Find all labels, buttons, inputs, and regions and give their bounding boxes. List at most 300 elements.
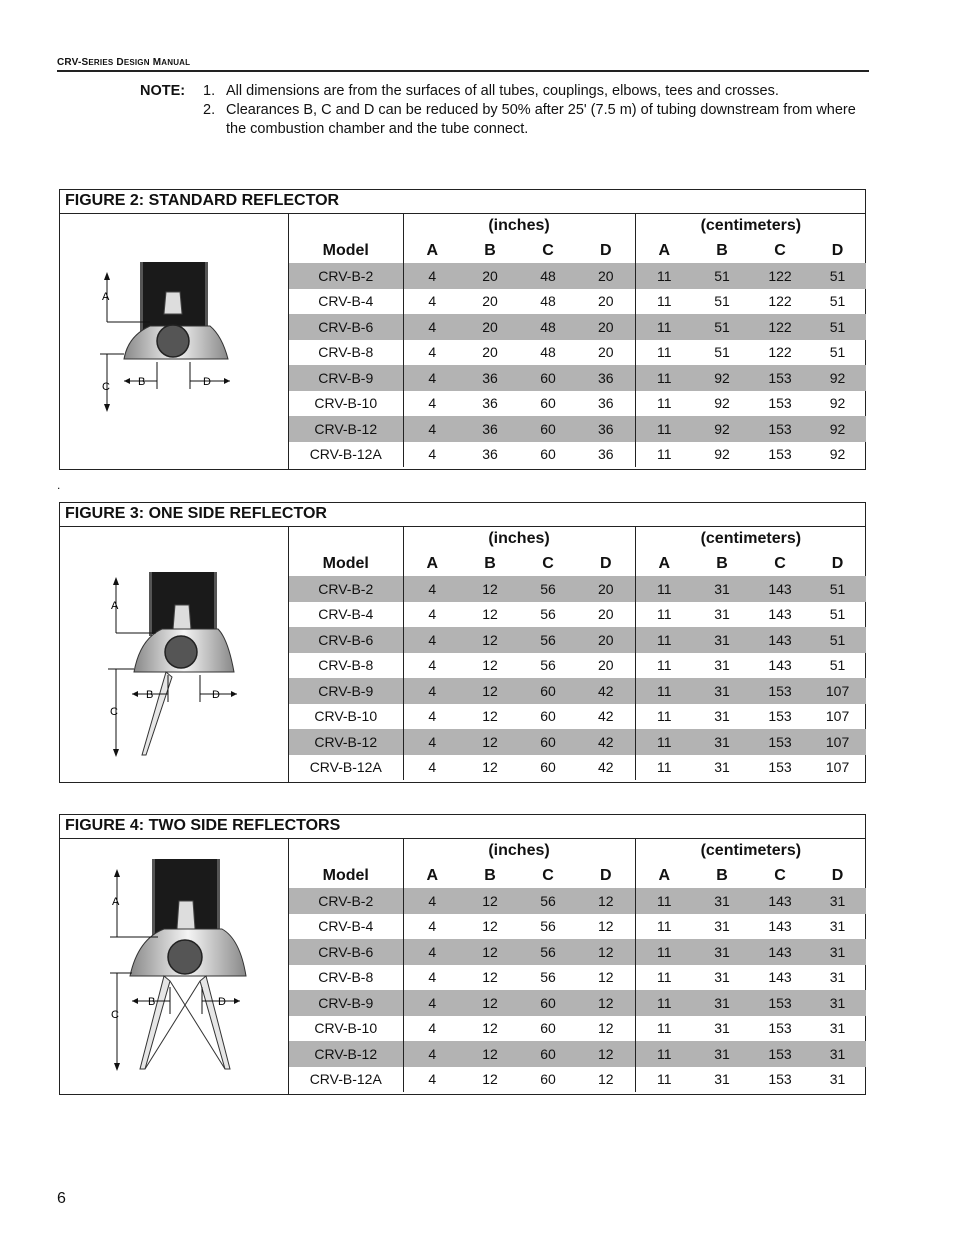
- table-row: [289, 365, 866, 391]
- value-cell-cm-0: 11: [635, 939, 693, 965]
- table-row: [289, 939, 866, 965]
- value-cell-in-0: 4: [403, 1041, 461, 1067]
- value-cell-cm-3: 107: [825, 708, 850, 725]
- value-cell-in-1: 12: [461, 939, 519, 965]
- value-cell-cm-3: 51: [829, 344, 846, 361]
- value-cell-cm-2: 153: [751, 990, 809, 1016]
- col-c-in: C: [542, 866, 554, 884]
- value-cell-in-2: 60: [540, 1020, 556, 1037]
- value-cell-cm-3: 51: [829, 293, 846, 310]
- two-side-reflectors-drawing: [60, 839, 288, 1094]
- dimensions-table: [289, 527, 866, 780]
- table-row: [289, 888, 866, 914]
- centimeters-header: (centimeters): [700, 217, 802, 234]
- table-row: [289, 391, 866, 417]
- value-cell-cm-2: 153: [751, 729, 809, 755]
- value-cell-cm-1: 31: [714, 918, 730, 935]
- value-cell-in-1: 12: [482, 1020, 498, 1037]
- value-cell-in-2: 48: [519, 314, 577, 340]
- model-cell: CRV-B-4: [289, 289, 403, 315]
- value-cell-cm-2: 153: [768, 759, 792, 776]
- value-cell-cm-1: 31: [714, 606, 730, 623]
- note-list: [203, 82, 863, 139]
- value-cell-cm-3: 51: [809, 627, 866, 653]
- dimension-d-label: D: [212, 689, 220, 701]
- table-row: [289, 755, 866, 781]
- table-row: [289, 1041, 866, 1067]
- value-cell-cm-0: 11: [635, 678, 693, 704]
- value-cell-in-1: 12: [461, 729, 519, 755]
- col-d-in: D: [577, 551, 635, 576]
- value-cell-in-0: 4: [428, 1071, 437, 1088]
- value-cell-in-2: 56: [519, 939, 577, 965]
- value-cell-in-3: 36: [577, 365, 635, 391]
- value-cell-cm-1: 31: [693, 627, 751, 653]
- col-c-cm: C: [774, 554, 786, 572]
- value-cell-in-0: 4: [403, 263, 461, 289]
- value-cell-in-0: 4: [428, 606, 437, 623]
- value-cell-in-2: 60: [519, 416, 577, 442]
- value-cell-cm-3: 92: [809, 365, 866, 391]
- col-a-cm: A: [658, 241, 671, 259]
- value-cell-cm-0: 11: [635, 314, 693, 340]
- figure-title: FIGURE 4: TWO SIDE REFLECTORS: [60, 815, 865, 839]
- value-cell-in-2: 56: [519, 627, 577, 653]
- model-header: Model: [289, 238, 403, 263]
- value-cell-cm-1: 92: [714, 395, 730, 412]
- value-cell-cm-1: 51: [714, 293, 730, 310]
- value-cell-cm-2: 153: [768, 1071, 792, 1088]
- value-cell-in-1: 12: [461, 627, 519, 653]
- value-cell-cm-2: 153: [768, 395, 792, 412]
- value-cell-cm-2: 143: [768, 657, 792, 674]
- value-cell-in-3: 42: [577, 678, 635, 704]
- value-cell-in-0: 4: [428, 657, 437, 674]
- value-cell-cm-0: 11: [635, 627, 693, 653]
- model-cell: CRV-B-10: [289, 1016, 403, 1042]
- model-header: Model: [289, 863, 403, 888]
- running-header: [57, 52, 869, 72]
- value-cell-cm-3: 31: [809, 888, 866, 914]
- value-cell-in-0: 4: [403, 729, 461, 755]
- value-cell-cm-1: 31: [714, 759, 730, 776]
- value-cell-in-1: 12: [461, 1041, 519, 1067]
- value-cell-in-3: 20: [577, 289, 635, 315]
- model-cell: CRV-B-2: [289, 576, 403, 602]
- value-cell-in-1: 36: [461, 416, 519, 442]
- value-cell-cm-3: 92: [809, 416, 866, 442]
- header-end-small: ANUAL: [161, 58, 191, 67]
- value-cell-in-0: 4: [403, 678, 461, 704]
- value-cell-cm-3: 31: [829, 1020, 846, 1037]
- table-row: [289, 1016, 866, 1042]
- value-cell-in-0: 4: [428, 708, 437, 725]
- value-cell-cm-1: 31: [714, 1071, 730, 1088]
- value-cell-in-0: 4: [428, 395, 437, 412]
- value-cell-in-2: 60: [540, 708, 556, 725]
- value-cell-cm-2: 153: [751, 1041, 809, 1067]
- col-d-cm: D: [831, 554, 844, 572]
- figure-title: FIGURE 3: ONE SIDE REFLECTOR: [60, 503, 865, 527]
- value-cell-in-0: 4: [403, 365, 461, 391]
- value-cell-in-2: 56: [540, 918, 556, 935]
- value-cell-in-0: 4: [428, 759, 437, 776]
- table-row: [289, 653, 866, 679]
- dimension-d-label: D: [203, 376, 211, 388]
- value-cell-in-1: 20: [461, 314, 519, 340]
- table-row: [289, 263, 866, 289]
- value-cell-cm-2: 153: [768, 708, 792, 725]
- table-row: [289, 914, 866, 940]
- model-cell: CRV-B-2: [289, 888, 403, 914]
- value-cell-cm-1: 31: [714, 969, 730, 986]
- dimension-a-label: A: [111, 600, 119, 612]
- value-cell-in-3: 12: [577, 888, 635, 914]
- value-cell-cm-3: 31: [809, 1041, 866, 1067]
- dimension-a-label: A: [112, 896, 120, 908]
- table-body: [289, 576, 866, 780]
- value-cell-cm-2: 122: [751, 314, 809, 340]
- standard-reflector-drawing: [60, 214, 288, 469]
- model-header-spacer: [289, 839, 403, 863]
- value-cell-cm-1: 51: [693, 263, 751, 289]
- value-cell-in-2: 56: [519, 576, 577, 602]
- value-cell-cm-3: 107: [809, 678, 866, 704]
- value-cell-in-2: 60: [540, 395, 556, 412]
- value-cell-cm-3: 31: [829, 969, 846, 986]
- model-cell: CRV-B-12A: [289, 755, 403, 781]
- figure-title: FIGURE 2: STANDARD REFLECTOR: [60, 190, 865, 214]
- value-cell-in-3: 12: [577, 939, 635, 965]
- one-side-reflector-diagram: [60, 527, 289, 782]
- value-cell-cm-1: 92: [714, 446, 730, 463]
- note-item-number: 2.: [203, 102, 216, 118]
- value-cell-in-3: 12: [577, 965, 635, 991]
- col-a-cm: A: [658, 554, 671, 572]
- value-cell-cm-3: 51: [809, 263, 866, 289]
- col-b-cm: B: [716, 241, 728, 259]
- col-d-cm: D: [831, 241, 844, 259]
- value-cell-in-2: 48: [540, 293, 556, 310]
- value-cell-in-1: 36: [482, 446, 498, 463]
- model-cell: CRV-B-9: [289, 365, 403, 391]
- header-end: M: [149, 57, 162, 68]
- value-cell-in-2: 48: [519, 263, 577, 289]
- value-cell-in-3: 36: [577, 416, 635, 442]
- header-mid-small: ESIGN: [123, 58, 150, 67]
- model-cell: CRV-B-8: [289, 340, 403, 366]
- header-prefix-small: ERIES: [88, 58, 114, 67]
- note-label: NOTE:: [140, 83, 186, 99]
- value-cell-in-3: 42: [577, 755, 635, 781]
- value-cell-cm-0: 11: [657, 759, 672, 776]
- col-b-in: B: [484, 241, 496, 259]
- value-cell-cm-2: 153: [751, 416, 809, 442]
- value-cell-cm-3: 31: [809, 939, 866, 965]
- model-cell: CRV-B-6: [289, 314, 403, 340]
- table-row: [289, 678, 866, 704]
- dimension-b-label: B: [138, 376, 146, 388]
- value-cell-in-0: 4: [428, 918, 437, 935]
- inches-header: (inches): [403, 527, 635, 551]
- note-item: [203, 82, 863, 101]
- value-cell-in-0: 4: [403, 627, 461, 653]
- model-header-spacer: [289, 214, 403, 238]
- col-c-in: C: [542, 241, 554, 259]
- dimension-c-label: C: [102, 381, 110, 393]
- value-cell-in-0: 4: [403, 416, 461, 442]
- value-cell-cm-0: 11: [635, 263, 693, 289]
- model-cell: CRV-B-6: [289, 627, 403, 653]
- value-cell-in-1: 20: [482, 293, 498, 310]
- value-cell-in-3: 20: [577, 653, 635, 679]
- value-cell-in-1: 12: [482, 708, 498, 725]
- value-cell-in-1: 36: [482, 395, 498, 412]
- value-cell-cm-2: 143: [751, 576, 809, 602]
- value-cell-in-3: 12: [577, 914, 635, 940]
- value-cell-cm-1: 31: [714, 657, 730, 674]
- value-cell-in-2: 56: [540, 657, 556, 674]
- value-cell-cm-3: 92: [829, 446, 846, 463]
- value-cell-in-0: 4: [403, 576, 461, 602]
- value-cell-in-1: 12: [482, 759, 498, 776]
- value-cell-cm-0: 11: [657, 918, 672, 935]
- value-cell-cm-0: 11: [657, 1071, 672, 1088]
- model-cell: CRV-B-12A: [289, 442, 403, 468]
- value-cell-cm-2: 122: [768, 344, 792, 361]
- value-cell-in-2: 60: [519, 365, 577, 391]
- value-cell-in-0: 4: [428, 293, 437, 310]
- table-row: [289, 990, 866, 1016]
- value-cell-cm-0: 11: [635, 1041, 693, 1067]
- dimension-b-label: B: [146, 689, 154, 701]
- col-d-cm: D: [831, 866, 844, 884]
- value-cell-cm-3: 51: [829, 657, 846, 674]
- value-cell-cm-0: 11: [657, 395, 672, 412]
- figure-two-side-reflectors: [59, 814, 866, 1095]
- value-cell-cm-1: 92: [693, 416, 751, 442]
- col-b-in: B: [484, 866, 496, 884]
- dimension-c-label: C: [111, 1009, 119, 1021]
- value-cell-in-0: 4: [403, 888, 461, 914]
- value-cell-in-3: 20: [577, 340, 635, 366]
- figure-standard-reflector: [59, 189, 866, 470]
- value-cell-in-3: 12: [577, 1067, 635, 1093]
- value-cell-cm-1: 31: [693, 729, 751, 755]
- dimension-a-label: A: [102, 291, 110, 303]
- one-side-reflector-drawing: [60, 527, 288, 782]
- value-cell-in-1: 36: [461, 365, 519, 391]
- value-cell-cm-2: 143: [768, 969, 792, 986]
- value-cell-in-3: 12: [577, 1041, 635, 1067]
- value-cell-in-3: 12: [577, 1016, 635, 1042]
- value-cell-cm-3: 31: [809, 990, 866, 1016]
- value-cell-cm-2: 153: [768, 446, 792, 463]
- value-cell-in-2: 48: [540, 344, 556, 361]
- value-cell-cm-0: 11: [635, 576, 693, 602]
- model-cell: CRV-B-10: [289, 391, 403, 417]
- model-cell: CRV-B-12: [289, 729, 403, 755]
- model-cell: CRV-B-9: [289, 990, 403, 1016]
- value-cell-in-1: 12: [482, 606, 498, 623]
- value-cell-cm-1: 31: [693, 888, 751, 914]
- table-row: [289, 314, 866, 340]
- model-header-spacer: [289, 527, 403, 551]
- value-cell-in-3: 42: [577, 729, 635, 755]
- value-cell-cm-2: 153: [751, 365, 809, 391]
- value-cell-cm-0: 11: [657, 606, 672, 623]
- model-header: Model: [289, 551, 403, 576]
- col-c-in: C: [542, 554, 554, 572]
- value-cell-in-0: 4: [403, 939, 461, 965]
- model-cell: CRV-B-6: [289, 939, 403, 965]
- value-cell-in-0: 4: [403, 314, 461, 340]
- model-cell: CRV-B-8: [289, 653, 403, 679]
- value-cell-cm-2: 143: [751, 888, 809, 914]
- model-cell: CRV-B-8: [289, 965, 403, 991]
- col-a-in: A: [426, 866, 439, 884]
- value-cell-in-1: 20: [482, 344, 498, 361]
- value-cell-in-0: 4: [403, 990, 461, 1016]
- value-cell-in-0: 4: [428, 1020, 437, 1037]
- col-a-in: A: [426, 241, 439, 259]
- two-side-reflectors-diagram: [60, 839, 289, 1094]
- value-cell-in-2: 60: [540, 446, 556, 463]
- inches-header: (inches): [403, 839, 635, 863]
- value-cell-cm-1: 51: [693, 314, 751, 340]
- value-cell-in-1: 12: [482, 969, 498, 986]
- dimensions-table: [289, 839, 866, 1092]
- model-cell: CRV-B-2: [289, 263, 403, 289]
- value-cell-in-2: 60: [519, 729, 577, 755]
- value-cell-in-3: 12: [577, 990, 635, 1016]
- col-a-in: A: [426, 554, 439, 572]
- value-cell-cm-0: 11: [657, 657, 672, 674]
- table-row: [289, 602, 866, 628]
- value-cell-cm-0: 11: [635, 888, 693, 914]
- table-row: [289, 289, 866, 315]
- value-cell-cm-3: 51: [809, 314, 866, 340]
- header-mid: D: [113, 57, 124, 68]
- value-cell-cm-2: 153: [751, 678, 809, 704]
- model-cell: CRV-B-4: [289, 602, 403, 628]
- centimeters-header: (centimeters): [700, 842, 802, 859]
- value-cell-cm-1: 31: [714, 1020, 730, 1037]
- value-cell-cm-1: 31: [693, 990, 751, 1016]
- dimension-b-label: B: [148, 996, 156, 1008]
- value-cell-in-2: 60: [519, 990, 577, 1016]
- model-cell: CRV-B-10: [289, 704, 403, 730]
- value-cell-cm-0: 11: [657, 293, 672, 310]
- value-cell-cm-3: 51: [809, 576, 866, 602]
- value-cell-cm-2: 122: [768, 293, 792, 310]
- value-cell-in-1: 12: [461, 888, 519, 914]
- value-cell-cm-2: 143: [768, 918, 792, 935]
- value-cell-cm-1: 31: [714, 708, 730, 725]
- value-cell-cm-2: 122: [751, 263, 809, 289]
- value-cell-cm-1: 92: [693, 365, 751, 391]
- centimeters-header: (centimeters): [700, 530, 802, 547]
- value-cell-cm-2: 143: [751, 627, 809, 653]
- value-cell-cm-2: 143: [768, 606, 792, 623]
- value-cell-in-1: 12: [482, 657, 498, 674]
- table-row: [289, 704, 866, 730]
- value-cell-in-1: 12: [461, 576, 519, 602]
- value-cell-in-2: 60: [540, 759, 556, 776]
- value-cell-cm-1: 31: [693, 576, 751, 602]
- standard-reflector-diagram: [60, 214, 289, 469]
- col-c-cm: C: [774, 241, 786, 259]
- table-row: [289, 1067, 866, 1093]
- header-prefix: CRV-S: [57, 57, 89, 68]
- value-cell-in-3: 20: [577, 314, 635, 340]
- value-cell-in-1: 12: [461, 990, 519, 1016]
- value-cell-cm-3: 92: [829, 395, 846, 412]
- table-row: [289, 416, 866, 442]
- value-cell-in-2: 60: [540, 1071, 556, 1088]
- value-cell-cm-1: 31: [693, 939, 751, 965]
- table-row: [289, 442, 866, 468]
- value-cell-cm-0: 11: [657, 344, 672, 361]
- value-cell-cm-3: 107: [809, 729, 866, 755]
- value-cell-in-0: 4: [428, 446, 437, 463]
- dimensions-table: [289, 214, 866, 467]
- value-cell-cm-1: 31: [693, 678, 751, 704]
- value-cell-cm-0: 11: [635, 990, 693, 1016]
- value-cell-in-3: 36: [577, 391, 635, 417]
- value-cell-cm-0: 11: [635, 365, 693, 391]
- value-cell-in-0: 4: [428, 969, 437, 986]
- value-cell-cm-3: 31: [829, 918, 846, 935]
- value-cell-in-0: 4: [428, 344, 437, 361]
- value-cell-in-2: 56: [540, 606, 556, 623]
- model-cell: CRV-B-12: [289, 416, 403, 442]
- table-body: [289, 888, 866, 1092]
- value-cell-cm-3: 31: [829, 1071, 846, 1088]
- value-cell-cm-0: 11: [635, 416, 693, 442]
- figure-one-side-reflector: [59, 502, 866, 783]
- note-item-number: 1.: [203, 83, 216, 99]
- table-row: [289, 576, 866, 602]
- page-number: 6: [57, 1190, 66, 1207]
- col-b-cm: B: [716, 866, 728, 884]
- model-cell: CRV-B-9: [289, 678, 403, 704]
- dimension-d-label: D: [218, 996, 226, 1008]
- col-d-in: D: [577, 863, 635, 888]
- value-cell-in-2: 60: [519, 1041, 577, 1067]
- value-cell-in-2: 56: [519, 888, 577, 914]
- table-row: [289, 627, 866, 653]
- col-d-in: D: [577, 238, 635, 263]
- value-cell-cm-0: 11: [657, 708, 672, 725]
- value-cell-cm-0: 11: [635, 729, 693, 755]
- value-cell-in-1: 12: [482, 918, 498, 935]
- model-cell: CRV-B-4: [289, 914, 403, 940]
- note-item-text: All dimensions are from the surfaces of all tubes, couplings, elbows, tees and crosses.: [226, 83, 779, 99]
- stray-mark: .: [57, 478, 61, 492]
- model-cell: CRV-B-12A: [289, 1067, 403, 1093]
- table-body: [289, 263, 866, 467]
- table-row: [289, 965, 866, 991]
- value-cell-in-2: 60: [519, 678, 577, 704]
- col-a-cm: A: [658, 866, 671, 884]
- table-row: [289, 340, 866, 366]
- note-item-text: Clearances B, C and D can be reduced by 50% after 25' (7.5 m) of tubing downstream from where the combustion chamber and the tube connect.: [226, 102, 856, 137]
- value-cell-cm-0: 11: [657, 969, 672, 986]
- value-cell-cm-1: 31: [693, 1041, 751, 1067]
- value-cell-in-3: 20: [577, 627, 635, 653]
- model-cell: CRV-B-12: [289, 1041, 403, 1067]
